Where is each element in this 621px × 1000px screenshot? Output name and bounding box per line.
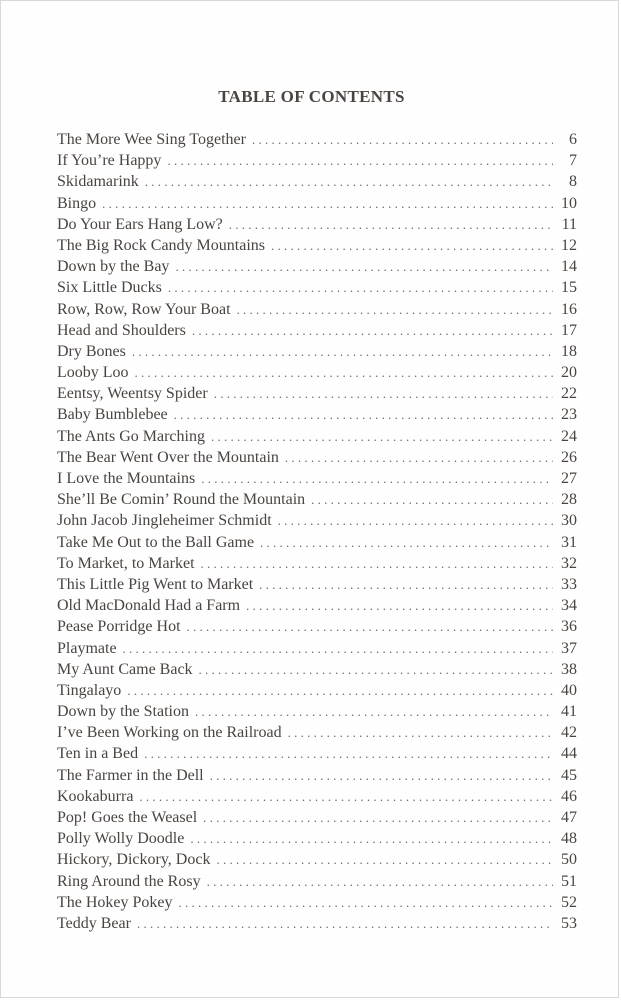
toc-entry-page-number: 28: [561, 491, 577, 509]
toc-entry-page-number: 22: [561, 385, 577, 403]
toc-entry-title: Bingo: [57, 194, 97, 212]
toc-entry-page-number: 18: [561, 342, 577, 360]
toc-entry-title: Ten in a Bed: [57, 745, 139, 763]
toc-entry: [57, 534, 577, 555]
dot-leader: [252, 132, 553, 148]
toc-entry-title: The Ants Go Marching: [57, 427, 205, 445]
toc-entry-page-number: 52: [561, 893, 577, 911]
dot-leader: [190, 831, 553, 847]
toc-entry-page-number: 33: [561, 575, 577, 593]
toc-entry-page-number: 42: [561, 724, 577, 742]
toc-entry-page-number: 23: [561, 406, 577, 424]
toc-entry: [57, 576, 577, 597]
toc-entry: [57, 661, 577, 682]
toc-entry: [57, 364, 577, 385]
toc-entry-title: Hickory, Dickory, Dock: [57, 851, 211, 869]
toc-entry: [57, 809, 577, 830]
toc-entry-title: She’ll Be Comin’ Round the Mountain: [57, 491, 306, 509]
dot-leader: [145, 174, 553, 190]
toc-entry: [57, 258, 577, 279]
toc-entry-page-number: 8: [569, 173, 577, 191]
toc-entry: [57, 894, 577, 915]
toc-entry-page-number: 37: [561, 639, 577, 657]
dot-leader: [203, 810, 553, 826]
toc-entry-title: Take Me Out to the Ball Game: [57, 533, 255, 551]
dot-leader: [211, 429, 553, 445]
toc-entry: [57, 449, 577, 470]
dot-leader: [192, 323, 553, 339]
toc-entry-title: Teddy Bear: [57, 914, 131, 932]
toc-entry-page-number: 14: [561, 258, 577, 276]
dot-leader: [259, 577, 553, 593]
toc-entry: [57, 788, 577, 809]
dot-leader: [199, 662, 553, 678]
toc-entry-page-number: 51: [561, 872, 577, 890]
toc-entry-title: Old MacDonald Had a Farm: [57, 597, 241, 615]
toc-entry-page-number: 10: [561, 194, 577, 212]
dot-leader: [285, 450, 553, 466]
toc-entry-title: Kookaburra: [57, 787, 134, 805]
toc-entry: [57, 343, 577, 364]
toc-entry-page-number: 41: [561, 703, 577, 721]
dot-leader: [179, 895, 553, 911]
toc-entry: [57, 597, 577, 618]
toc-entry-page-number: 45: [561, 766, 577, 784]
toc-entry-title: Down by the Bay: [57, 258, 170, 276]
toc-entry-title: Row, Row, Row Your Boat: [57, 300, 231, 318]
toc-entry: [57, 491, 577, 512]
dot-leader: [246, 598, 553, 614]
toc-entry: [57, 724, 577, 745]
page-title: TABLE OF CONTENTS: [218, 87, 405, 106]
dot-leader: [174, 407, 553, 423]
toc-entry-page-number: 16: [561, 300, 577, 318]
toc-entry: [57, 851, 577, 872]
dot-leader: [237, 302, 553, 318]
dot-leader: [278, 513, 553, 529]
toc-entry-title: John Jacob Jingleheimer Schmidt: [57, 512, 272, 530]
toc-entry-title: I’ve Been Working on the Railroad: [57, 724, 282, 742]
toc-entry-title: The More Wee Sing Together: [57, 131, 246, 148]
toc-entry: [57, 830, 577, 851]
dot-leader: [311, 492, 553, 508]
dot-leader: [175, 259, 553, 275]
toc-entry-title: The Farmer in the Dell: [57, 766, 204, 784]
toc-entry: [57, 873, 577, 894]
toc-entry-page-number: 20: [561, 364, 577, 382]
toc-entry: [57, 512, 577, 533]
toc-entry-page-number: 7: [569, 152, 577, 170]
dot-leader: [271, 238, 553, 254]
toc-entry-title: My Aunt Came Back: [57, 660, 193, 678]
toc-entry-page-number: 26: [561, 448, 577, 466]
toc-entry: [57, 555, 577, 576]
toc-entry-title: Pease Porridge Hot: [57, 618, 181, 636]
toc-entry: [57, 301, 577, 322]
toc-entry-title: Six Little Ducks: [57, 279, 162, 297]
dot-leader: [132, 344, 553, 360]
toc-entry: [57, 745, 577, 766]
dot-leader: [210, 768, 553, 784]
dot-leader: [102, 196, 553, 212]
dot-leader: [187, 619, 553, 635]
toc-entry: [57, 385, 577, 406]
toc-entry-title: Playmate: [57, 639, 117, 657]
toc-entry-page-number: 46: [561, 787, 577, 805]
toc-entry-title: Skidamarink: [57, 173, 139, 191]
toc-entry-title: Pop! Goes the Weasel: [57, 809, 198, 826]
dot-leader: [214, 386, 553, 402]
toc-entry-title: The Bear Went Over the Mountain: [57, 448, 279, 466]
toc-entry-page-number: 17: [561, 321, 577, 339]
toc-entry: [57, 237, 577, 258]
toc-entry-title: Tingalayo: [57, 681, 122, 699]
toc-entry-page-number: 32: [561, 554, 577, 572]
toc-entry-page-number: 53: [561, 914, 577, 932]
toc-entry-title: If You’re Happy: [57, 152, 162, 170]
toc-entry: [57, 915, 577, 936]
toc-entry-page-number: 11: [561, 215, 577, 233]
dot-leader: [288, 725, 553, 741]
toc-entry-page-number: 6: [569, 131, 577, 148]
toc-entry-page-number: 24: [561, 427, 577, 445]
toc-entry-title: Baby Bumblebee: [57, 406, 168, 424]
toc-entry: [57, 195, 577, 216]
dot-leader: [207, 874, 553, 890]
toc-entry-title: Head and Shoulders: [57, 321, 186, 339]
toc-entry-title: Dry Bones: [57, 342, 126, 360]
dot-leader: [260, 535, 553, 551]
toc-entry: [57, 470, 577, 491]
toc-entry: [57, 152, 577, 173]
dot-leader: [167, 153, 553, 169]
toc-entry-page-number: 31: [561, 533, 577, 551]
toc-entry: [57, 279, 577, 300]
toc-entry-page-number: 44: [561, 745, 577, 763]
toc-entry-title: Polly Wolly Doodle: [57, 830, 185, 848]
toc-entry: [57, 173, 577, 194]
dot-leader: [123, 641, 553, 657]
toc-entry-title: To Market, to Market: [57, 554, 195, 572]
toc-entry-page-number: 50: [561, 851, 577, 869]
toc-entry-page-number: 36: [561, 618, 577, 636]
toc-entry-title: Looby Loo: [57, 364, 129, 382]
toc-entry-title: Do Your Ears Hang Low?: [57, 215, 223, 233]
toc-entry: [57, 131, 577, 152]
toc-entry: [57, 428, 577, 449]
dot-leader: [201, 471, 553, 487]
toc-entry-title: Eentsy, Weentsy Spider: [57, 385, 208, 403]
toc-entry-title: This Little Pig Went to Market: [57, 575, 254, 593]
toc-entry: [57, 682, 577, 703]
table-of-contents: [57, 131, 577, 936]
toc-entry-title: I Love the Mountains: [57, 470, 196, 487]
dot-leader: [168, 280, 553, 296]
toc-entry: [57, 767, 577, 788]
dot-leader: [135, 365, 553, 381]
toc-entry: [57, 322, 577, 343]
toc-entry-page-number: 47: [561, 809, 577, 826]
dot-leader: [229, 217, 553, 233]
toc-entry: [57, 406, 577, 427]
toc-entry-title: Down by the Station: [57, 703, 189, 721]
dot-leader: [195, 704, 553, 720]
toc-entry-page-number: 15: [561, 279, 577, 297]
dot-leader: [144, 746, 553, 762]
toc-entry-title: The Big Rock Candy Mountains: [57, 236, 265, 254]
toc-entry: [57, 640, 577, 661]
dot-leader: [127, 683, 553, 699]
toc-entry-title: Ring Around the Rosy: [57, 872, 201, 890]
toc-entry-page-number: 12: [561, 236, 577, 254]
toc-entry: [57, 703, 577, 724]
toc-entry: [57, 618, 577, 639]
dot-leader: [201, 556, 553, 572]
dot-leader: [137, 916, 553, 932]
toc-entry-page-number: 27: [561, 470, 577, 487]
dot-leader: [139, 789, 553, 805]
toc-entry-page-number: 48: [561, 830, 577, 848]
toc-entry-page-number: 38: [561, 660, 577, 678]
toc-entry-page-number: 34: [561, 597, 577, 615]
toc-entry-page-number: 40: [561, 681, 577, 699]
toc-entry-page-number: 30: [561, 512, 577, 530]
dot-leader: [216, 852, 553, 868]
toc-entry-title: The Hokey Pokey: [57, 893, 173, 911]
toc-entry: [57, 216, 577, 237]
